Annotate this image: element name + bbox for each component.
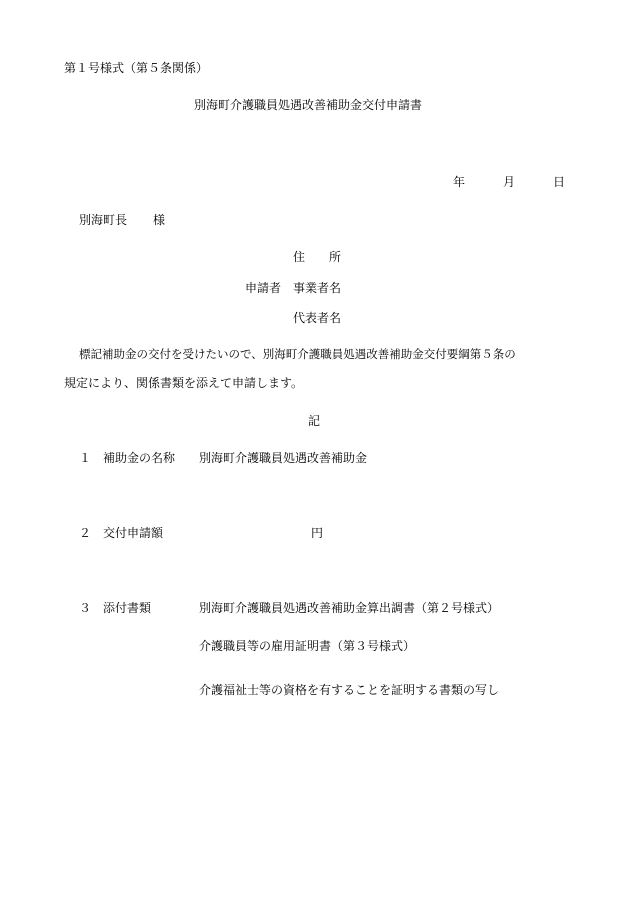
item-1-value: 別海町介護職員処遇改善補助金 — [199, 451, 368, 465]
applicant-role-label: 申請者 — [245, 281, 282, 295]
business-name-label: 事業者名 — [293, 281, 342, 295]
attached-document-1: 別海町介護職員処遇改善補助金算出調書（第２号様式） — [199, 601, 500, 615]
item-3-label: 添付書類 — [103, 601, 152, 615]
body-line-1: 標記補助金の交付を受けたいので、別海町介護職員処遇改善補助金交付要綱第５条の — [79, 347, 516, 361]
document-title: 別海町介護職員処遇改善補助金交付申請書 — [194, 98, 423, 112]
attached-document-3: 介護福祉士等の資格を有することを証明する書類の写し — [199, 683, 500, 697]
item-1-number: １ — [79, 451, 92, 465]
representative-label: 代表者名 — [293, 311, 342, 325]
item-2-label: 交付申請額 — [103, 526, 164, 540]
item-1-label: 補助金の名称 — [103, 451, 176, 465]
form-number: 第１号様式（第５条関係） — [64, 61, 209, 75]
item-3-number: ３ — [79, 601, 92, 615]
item-2-unit: 円 — [311, 526, 324, 540]
note-heading: 記 — [308, 414, 321, 428]
date-year-label: 年 — [453, 175, 466, 189]
date-month-label: 月 — [503, 175, 516, 189]
date-day-label: 日 — [553, 175, 566, 189]
attached-document-2: 介護職員等の雇用証明書（第３号様式） — [199, 639, 416, 653]
address-label: 住 所 — [293, 250, 342, 264]
item-2-number: ２ — [79, 526, 92, 540]
addressee-name: 別海町長 — [79, 213, 128, 227]
body-line-2: 規定により、関係書類を添えて申請します。 — [64, 376, 304, 390]
addressee-honorific: 様 — [153, 213, 166, 227]
